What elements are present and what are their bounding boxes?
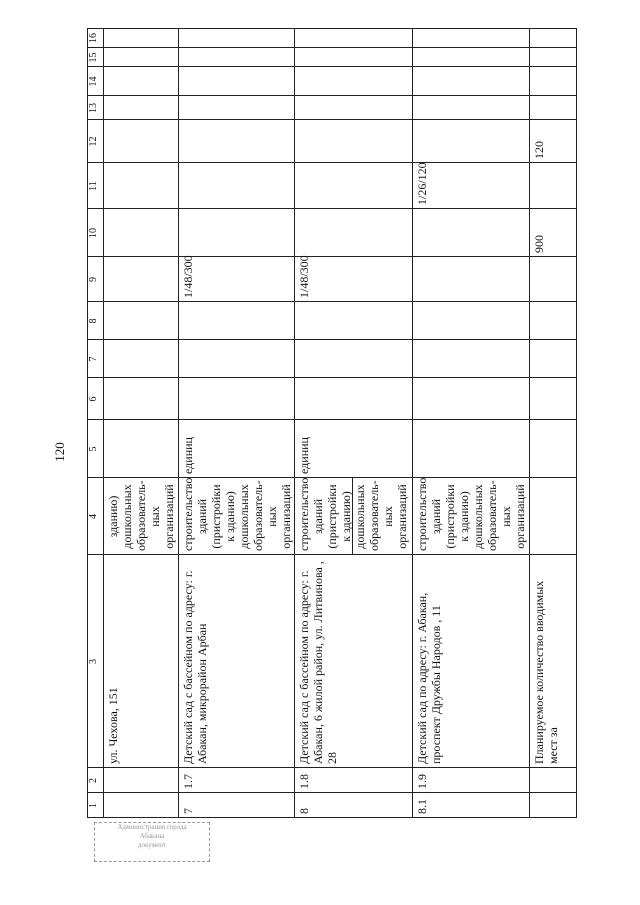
stamp-line: Абакана bbox=[139, 832, 165, 840]
cell-value: 900 bbox=[532, 235, 546, 253]
cell-address: Детский сад с бассейном по адресу: г. Абакан, микрорайон Арбан bbox=[181, 570, 209, 764]
col-header: 15 bbox=[88, 52, 99, 63]
cell-unit: единиц bbox=[297, 437, 311, 474]
cell-address: Детский сад по адресу: г. Абакан, проспект Дружбы Народов , 11 bbox=[415, 592, 443, 764]
cell-address: Планируемое количество вводимых мест за bbox=[532, 580, 560, 764]
cell-address: ул. Чехова, 151 bbox=[106, 687, 120, 764]
cell-value: 1/26/120 bbox=[415, 162, 429, 205]
page-number: 120 bbox=[52, 442, 67, 462]
col-header: 6 bbox=[88, 396, 99, 402]
col-header: 8 bbox=[88, 318, 99, 324]
grid-line bbox=[87, 339, 577, 340]
grid-line bbox=[87, 47, 577, 48]
cell-activity: строительство зданий (пристройки к зданию) дошкольных образователь-ных организаций bbox=[181, 478, 293, 551]
cell-activity: строительство зданий (пристройки к зданию) дошкольных образователь-ных организаций bbox=[297, 478, 409, 551]
cell-value: 1/48/300 bbox=[297, 255, 311, 298]
cell-unit: единиц bbox=[181, 437, 195, 474]
col-header: 9 bbox=[88, 277, 99, 282]
cell-activity: зданию) дошкольных образователь-ных организаций bbox=[106, 480, 176, 551]
cell-value: 120 bbox=[532, 141, 546, 159]
stamp bbox=[94, 822, 210, 862]
col-header: 5 bbox=[88, 446, 99, 452]
col-header: 4 bbox=[88, 514, 99, 519]
cell-code: 1.7 bbox=[181, 774, 195, 789]
stamp-line: Администрация города bbox=[117, 823, 187, 831]
grid-line bbox=[87, 66, 577, 67]
cell-code: 1.8 bbox=[297, 774, 311, 789]
cell-activity: строительство зданий (пристройки к зданию) дошкольных образователь-ных организаций bbox=[415, 478, 527, 551]
col-header: 14 bbox=[88, 76, 99, 87]
cell-number: 8 bbox=[297, 808, 311, 814]
grid-line bbox=[87, 28, 577, 29]
col-header: 3 bbox=[88, 659, 99, 664]
cell-number: 7 bbox=[181, 808, 195, 814]
stamp-line: документ bbox=[137, 841, 167, 849]
cell-code: 1.9 bbox=[415, 774, 429, 789]
col-header: 2 bbox=[88, 778, 99, 783]
col-header: 7 bbox=[88, 356, 99, 362]
cell-number: 8.1 bbox=[415, 799, 429, 814]
table-rotated bbox=[87, 28, 577, 818]
col-header: 16 bbox=[88, 33, 99, 43]
col-header: 11 bbox=[88, 181, 99, 191]
col-header: 10 bbox=[88, 228, 99, 238]
cell-value: 1/48/300 bbox=[181, 255, 195, 298]
grid-line bbox=[87, 377, 577, 378]
col-header: 1 bbox=[88, 803, 99, 808]
cell-address: Детский сад с бассейном по адресу: г. Абакан, 6 жилой район, ул. Литвинова , 28 bbox=[297, 561, 339, 764]
grid-line bbox=[87, 95, 577, 96]
col-header: 13 bbox=[88, 103, 99, 113]
col-header: 12 bbox=[88, 136, 99, 147]
